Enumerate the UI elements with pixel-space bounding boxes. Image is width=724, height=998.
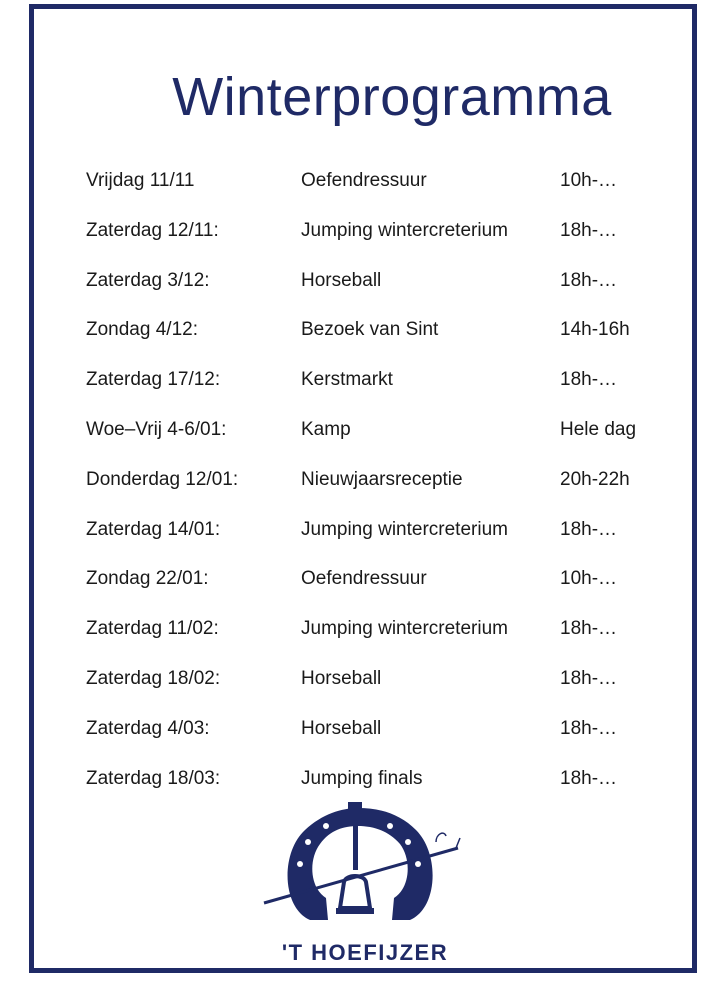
schedule-time: 20h-22h — [560, 468, 630, 490]
schedule-row — [86, 564, 666, 614]
schedule-event: Oefendressuur — [301, 568, 427, 590]
schedule-list — [86, 166, 666, 813]
schedule-event: Kamp — [301, 418, 351, 440]
schedule-date: Zondag 22/01: — [86, 568, 209, 590]
schedule-date: Zondag 4/12: — [86, 319, 198, 341]
schedule-date: Zaterdag 12/11: — [86, 219, 219, 241]
schedule-row — [86, 216, 666, 266]
schedule-date: Zaterdag 11/02: — [86, 618, 219, 640]
schedule-time: 18h-… — [560, 369, 618, 391]
schedule-row — [86, 465, 666, 515]
schedule-row — [86, 664, 666, 714]
schedule-time: 18h-… — [560, 618, 618, 640]
schedule-row — [86, 365, 666, 415]
schedule-event: Jumping wintercreterium — [301, 219, 508, 241]
schedule-date: Zaterdag 17/12: — [86, 369, 221, 391]
schedule-time: 18h-… — [560, 717, 618, 739]
schedule-date: Zaterdag 3/12: — [86, 269, 210, 291]
schedule-time: Hele dag — [560, 418, 637, 440]
schedule-date: Donderdag 12/01: — [86, 468, 239, 490]
schedule-event: Horseball — [301, 269, 382, 291]
schedule-row — [86, 714, 666, 764]
schedule-event: Horseball — [301, 717, 382, 739]
schedule-row — [86, 415, 666, 465]
schedule-date: Woe–Vrij 4-6/01: — [86, 418, 227, 440]
schedule-time: 18h-… — [560, 667, 618, 689]
brand-name: 'T HOEFIJZER — [281, 940, 449, 965]
schedule-event: Jumping finals — [301, 767, 423, 789]
schedule-time: 10h-… — [560, 170, 618, 191]
schedule-event: Oefendressuur — [301, 170, 427, 191]
schedule-event: Bezoek van Sint — [301, 319, 439, 341]
schedule-time: 18h-… — [560, 269, 618, 291]
schedule-row — [86, 266, 666, 316]
schedule-time: 14h-16h — [560, 319, 630, 341]
schedule-event: Kerstmarkt — [301, 369, 393, 391]
schedule-time: 18h-… — [560, 219, 618, 241]
schedule-date: Zaterdag 4/03: — [86, 717, 210, 739]
schedule-date: Zaterdag 14/01: — [86, 518, 221, 540]
schedule-event: Nieuwjaarsreceptie — [301, 468, 463, 490]
schedule-row — [86, 315, 666, 365]
schedule-event: Horseball — [301, 667, 382, 689]
schedule-date: Zaterdag 18/03: — [86, 767, 221, 789]
schedule-event: Jumping wintercreterium — [301, 618, 508, 640]
page-title: Winterprogramma — [172, 67, 612, 127]
schedule-time: 18h-… — [560, 767, 618, 789]
schedule-row — [86, 614, 666, 664]
horseshoe-stirrup-whip-icon — [260, 798, 465, 933]
schedule-time: 18h-… — [560, 518, 618, 540]
schedule-date: Zaterdag 18/02: — [86, 667, 221, 689]
schedule-event: Jumping wintercreterium — [301, 518, 508, 540]
schedule-date: Vrijdag 11/11 — [86, 170, 195, 191]
schedule-time: 10h-… — [560, 568, 618, 590]
schedule-row — [86, 515, 666, 565]
schedule-row — [86, 166, 666, 216]
